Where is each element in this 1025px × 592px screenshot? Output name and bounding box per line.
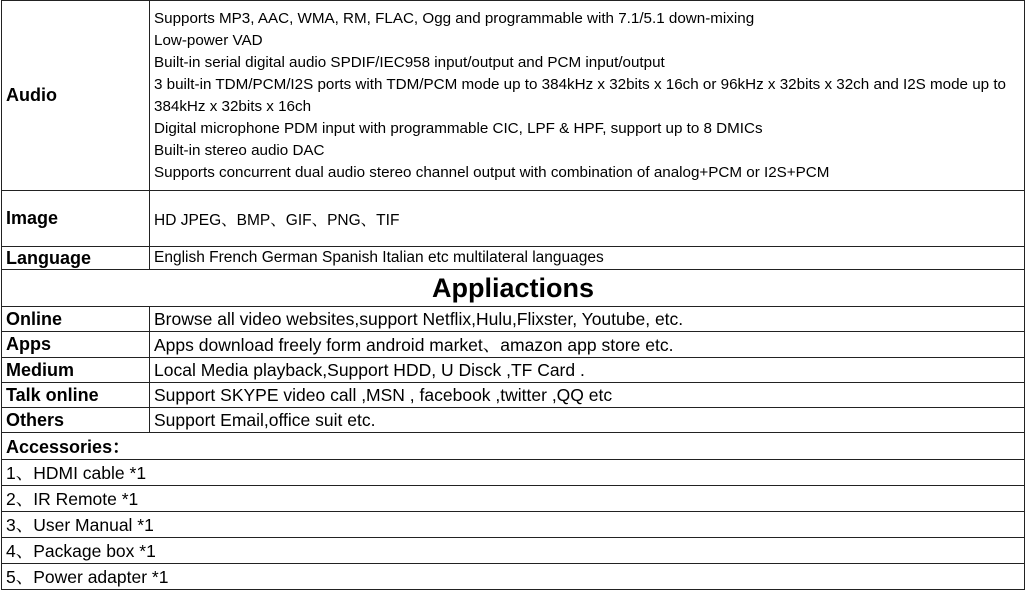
applications-heading-row xyxy=(2,270,1025,307)
accessory-row xyxy=(2,564,1025,590)
accessory-row xyxy=(2,486,1025,512)
audio-feature-line: Digital microphone PDM input with programmable CIC, LPF & HPF, support up to 8 DMICs xyxy=(154,119,763,137)
application-row xyxy=(2,307,1025,332)
image-label: Image xyxy=(2,191,150,247)
audio-feature-line: Built-in stereo audio DAC xyxy=(154,141,325,159)
audio-row xyxy=(2,1,1025,191)
language-list: English French German Spanish Italian etc multilateral languages xyxy=(150,247,1025,270)
audio-feature-line: 3 built-in TDM/PCM/I2S ports with TDM/PCM mode up to 384kHz x 32bits x 16ch or 96kHz x 32bits x 32ch and I2S mode up to 384kHz x 32bits x 16ch xyxy=(154,75,1007,115)
image-formats: HD JPEG、BMP、GIF、PNG、TIF xyxy=(150,191,1025,247)
audio-feature-line: Built-in serial digital audio SPDIF/IEC958 input/output and PCM input/output xyxy=(154,53,665,71)
image-row xyxy=(2,191,1025,247)
accessory-row xyxy=(2,460,1025,486)
application-value: Support SKYPE video call ,MSN , facebook ,twitter ,QQ etc xyxy=(150,383,1025,408)
accessory-row xyxy=(2,538,1025,564)
accessory-item: 5、Power adapter *1 xyxy=(2,564,1025,590)
audio-feature-line: Supports MP3, AAC, WMA, RM, FLAC, Ogg and programmable with 7.1/5.1 down-mixing xyxy=(154,9,755,27)
spec-table xyxy=(1,0,1025,590)
audio-feature-line: Supports concurrent dual audio stereo channel output with combination of analog+PCM or I2S+PCM xyxy=(154,163,830,181)
accessory-item: 1、HDMI cable *1 xyxy=(2,460,1025,486)
accessories-heading-row xyxy=(2,433,1025,460)
accessory-item: 3、User Manual *1 xyxy=(2,512,1025,538)
language-label: Language xyxy=(2,247,150,270)
accessory-row xyxy=(2,512,1025,538)
application-value: Apps download freely form android market、amazon app store etc. xyxy=(150,332,1025,358)
application-label: Talk online xyxy=(2,383,150,408)
application-row xyxy=(2,332,1025,358)
application-row xyxy=(2,358,1025,383)
application-value: Support Email,office suit etc. xyxy=(150,408,1025,433)
accessory-item: 2、IR Remote *1 xyxy=(2,486,1025,512)
accessory-item: 4、Package box *1 xyxy=(2,538,1025,564)
application-label: Online xyxy=(2,307,150,332)
audio-label: Audio xyxy=(2,1,150,191)
audio-feature-line: Low-power VAD xyxy=(154,31,263,49)
application-label: Apps xyxy=(2,332,150,358)
application-label: Medium xyxy=(2,358,150,383)
audio-features xyxy=(150,1,1025,191)
accessories-heading: Accessories： xyxy=(2,433,1025,460)
applications-heading: Appliactions xyxy=(2,270,1025,307)
application-row xyxy=(2,383,1025,408)
application-value: Local Media playback,Support HDD, U Disck ,TF Card . xyxy=(150,358,1025,383)
language-row xyxy=(2,247,1025,270)
application-value: Browse all video websites,support Netflix,Hulu,Flixster, Youtube, etc. xyxy=(150,307,1025,332)
application-row xyxy=(2,408,1025,433)
application-label: Others xyxy=(2,408,150,433)
